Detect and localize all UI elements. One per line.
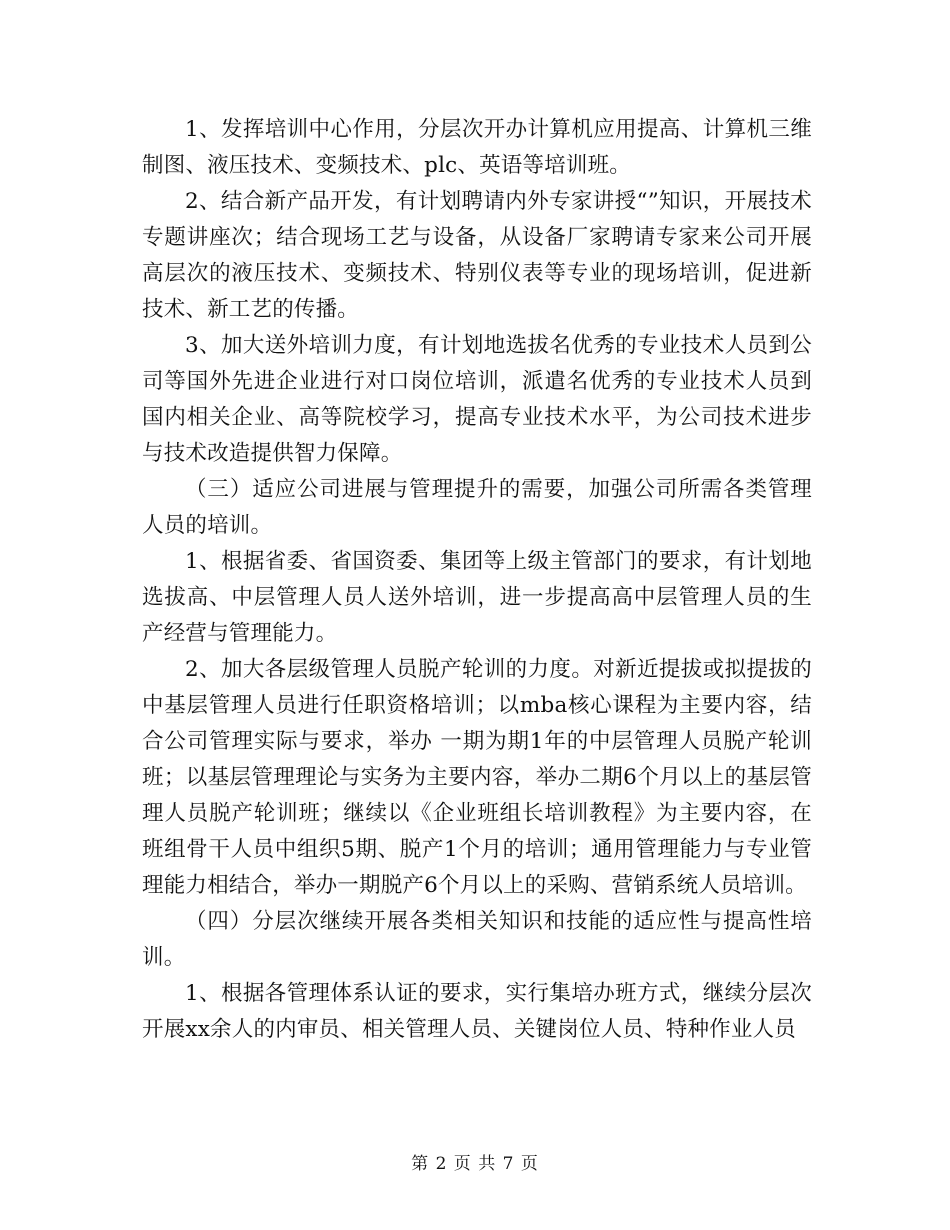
paragraph-3: 3、加大送外培训力度，有计划地选拔名优秀的专业技术人员到公司等国外先进企业进行对口岗位培训，派遣名优秀的专业技术人员到国内相关企业、高等院校学习，提高专业技术水平，为公司技术进步与技术改造提供智力保障。 — [142, 333, 812, 466]
paragraph-2: 2、结合新产品开发，有计划聘请内外专家讲授“”知识，开展技术专题讲座次；结合现场工艺与设备，从设备厂家聘请专家来公司开展高层次的液压技术、变频技术、特别仪表等专业的现场培训，促进新技术、新工艺的传播。 — [142, 189, 812, 322]
paragraph-1: 1、发挥培训中心作用，分层次开办计算机应用提高、计算机三维制图、液压技术、变频技术、plc、英语等培训班。 — [142, 117, 812, 178]
paragraph-6: 1、根据各管理体系认证的要求，实行集培办班方式，继续分层次开展xx余人的内审员、相关管理人员、关键岗位人员、特种作业人员 — [142, 981, 812, 1042]
paragraph-5: 2、加大各层级管理人员脱产轮训的力度。对新近提拔或拟提拔的中基层管理人员进行任职资格培训；以mba核心课程为主要内容，结合公司管理实际与要求，举办 一期为期1年的中层管理人员脱产轮训班；以基层管理理论与实务为主要内容，举办二期6个月以上的基层管理人员脱产轮训班；继续以《企业班组长培训教程》为主要内容，在班组骨干人员中组织5期、脱产1个月的培训；通用管理能力与专业管理能力相结合，举办一期脱产6个月以上的采购、营销系统人员培训。 — [142, 657, 812, 898]
paragraph-4: 1、根据省委、省国资委、集团等上级主管部门的要求，有计划地选拔高、中层管理人员人送外培训，进一步提高高中层管理人员的生产经营与管理能力。 — [142, 549, 812, 646]
section-heading-3: （三）适应公司进展与管理提升的需要，加强公司所需各类管理人员的培训。 — [142, 477, 812, 538]
section-heading-4: （四）分层次继续开展各类相关知识和技能的适应性与提高性培训。 — [142, 909, 812, 970]
document-body — [142, 112, 812, 1048]
page-footer: 第 2 页 共 7 页 — [411, 1154, 539, 1174]
